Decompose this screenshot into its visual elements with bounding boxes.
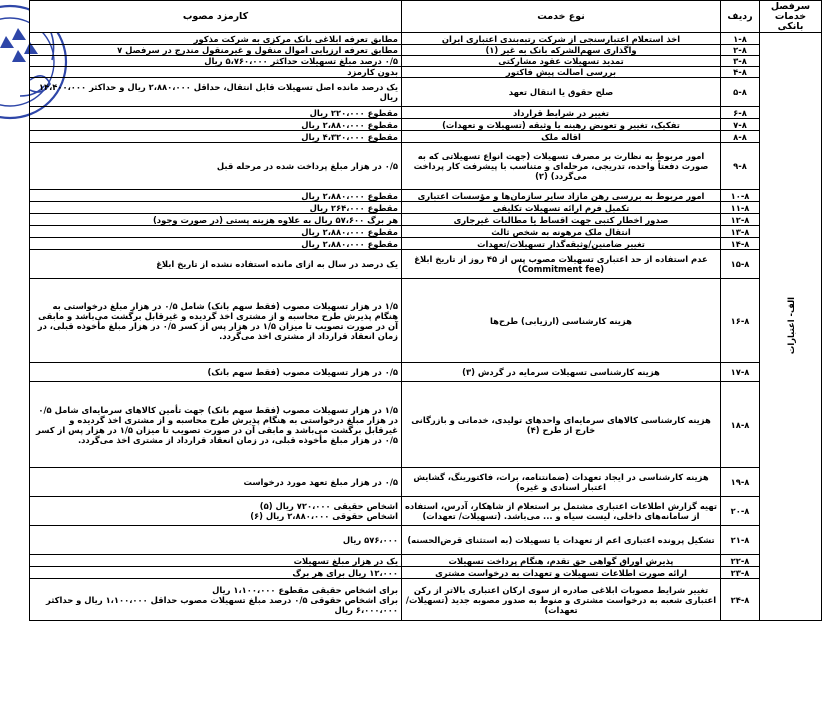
service-cell: صدور اخطار کتبی جهت اقساط یا مطالبات غیرجاری xyxy=(402,214,721,226)
table-row xyxy=(30,226,822,238)
service-cell: هزینه کارشناسی در ایجاد تعهدات (ضمانتنامه، برات، فاکتورینگ، گشایش اعتبار اسنادی و غیره) xyxy=(402,468,721,497)
service-cell: بررسی اصالت پیش فاکتور xyxy=(402,67,721,78)
row-code: ۱۰-۸ xyxy=(721,190,760,202)
category-label: الف- اعتبارات xyxy=(785,296,796,355)
row-code: ۲۱-۸ xyxy=(721,526,760,555)
fee-cell: ۰/۵ درصد مبلغ تسهیلات حداکثر ۵،۷۶۰،۰۰۰ ریال xyxy=(30,56,402,67)
service-cell: تغییر ضامنین/وثیقه‌گذار تسهیلات/تعهدات xyxy=(402,238,721,250)
fee-cell: یک در هزار مبلغ تسهیلات xyxy=(30,555,402,567)
table-row xyxy=(30,56,822,67)
fee-cell: ۰/۵ در هزار تسهیلات مصوب (فقط سهم بانک) xyxy=(30,363,402,382)
row-code: ۱۴-۸ xyxy=(721,238,760,250)
row-code: ۱۶-۸ xyxy=(721,279,760,363)
fee-cell: مقطوع ۲۲۰،۰۰۰ ریال xyxy=(30,107,402,119)
fee-line: برای اشخاص حقیقی مقطوع ۱،۱۰۰،۰۰۰ ریال xyxy=(212,584,398,595)
row-code: ۳-۸ xyxy=(721,56,760,67)
table-row xyxy=(30,131,822,143)
table-row xyxy=(30,279,822,363)
table-row xyxy=(30,143,822,190)
row-code: ۱۹-۸ xyxy=(721,468,760,497)
table-row xyxy=(30,238,822,250)
row-code: ۱۲-۸ xyxy=(721,214,760,226)
header-approved-fee: کارمزد مصوب xyxy=(30,1,402,33)
table-row xyxy=(30,382,822,468)
table-row xyxy=(30,526,822,555)
row-code: ۲۴-۸ xyxy=(721,579,760,621)
fee-cell: مطابق تعرفه ابلاغی بانک مرکزی به شرکت مذکور xyxy=(30,33,402,45)
service-cell: اقاله ملک xyxy=(402,131,721,143)
fee-cell: مقطوع ۴،۳۲۰،۰۰۰ ریال xyxy=(30,131,402,143)
fee-cell: ۱۲،۰۰۰ ریال برای هر برگ xyxy=(30,567,402,579)
header-service-type: نوع خدمت xyxy=(402,1,721,33)
table-row xyxy=(30,214,822,226)
row-code: ۱-۸ xyxy=(721,33,760,45)
row-code: ۱۸-۸ xyxy=(721,382,760,468)
table-body xyxy=(30,33,822,621)
fee-line: برای اشخاص حقوقی ۰/۵ درصد مبلغ تسهیلات مصوب حداقل ۱،۱۰۰،۰۰۰ ریال و حداکثر ۶،۰۰۰،۰۰۰ ریال xyxy=(45,594,398,615)
row-code: ۸-۸ xyxy=(721,131,760,143)
header-row-number: ردیف xyxy=(721,1,760,33)
fee-cell: ۵۷۶،۰۰۰ ریال xyxy=(30,526,402,555)
fee-cell xyxy=(30,497,402,526)
service-cell: ارائه صورت اطلاعات تسهیلات و تعهدات به درخواست مشتری xyxy=(402,567,721,579)
service-cell: صلح حقوق یا انتقال تعهد xyxy=(402,78,721,107)
table-row xyxy=(30,497,822,526)
row-code: ۱۱-۸ xyxy=(721,202,760,214)
service-cell: هزینه کارشناسی تسهیلات سرمایه در گردش (۳) xyxy=(402,363,721,382)
table-row xyxy=(30,202,822,214)
table-row xyxy=(30,190,822,202)
service-cell: تغییر در شرایط قرارداد xyxy=(402,107,721,119)
table-row xyxy=(30,78,822,107)
row-code: ۱۷-۸ xyxy=(721,363,760,382)
service-cell: هزینه کارشناسی (ارزیابی) طرح‌ها xyxy=(402,279,721,363)
fee-cell: ۰/۵ در هزار مبلغ پرداخت شده در مرحله قبل xyxy=(30,143,402,190)
fee-table xyxy=(29,0,822,621)
table-header-row xyxy=(30,1,822,33)
service-cell: تکمیل فرم ارائه تسهیلات تکلیفی xyxy=(402,202,721,214)
table-row xyxy=(30,107,822,119)
row-code: ۲۰-۸ xyxy=(721,497,760,526)
service-cell: امور مربوط به نظارت بر مصرف تسهیلات (جهت انواع تسهیلاتی که به صورت دفعتاً واحده، تدریجی، مرحله‌ای و متناسب با پیشرفت کار پرداخت می‌گردد) (۲) xyxy=(402,143,721,190)
service-cell: پذیرش اوراق گواهی حق تقدم، هنگام پرداخت تسهیلات xyxy=(402,555,721,567)
service-cell: تهیه گزارش اطلاعات اعتباری مشتمل بر استعلام از شاهکار، آدرس، استفاده از سامانه‌های داخلی، لیست سیاه و ... می‌باشد. (تسهیلات/ تعهدات) xyxy=(402,497,721,526)
fee-cell: ۱/۵ در هزار تسهیلات مصوب (فقط سهم بانک) شامل ۰/۵ در هزار مبلغ درخواستی به هنگام پذیرش طرح محاسبه و از مشتری اخذ گردیده و غیرقابل برگشت می‌باشد و مابقی آن در صورت تصویب تا میزان ۱/۵ در هزار پس از کسر ۰/۵ در هزار مبلغ مأخوذه قبلی، در زمان انعقاد قرارداد از مشتری اخذ می‌گردد. xyxy=(30,279,402,363)
row-code: ۷-۸ xyxy=(721,119,760,131)
service-cell: تمدید تسهیلات عقود مشارکتی xyxy=(402,56,721,67)
fee-cell: مقطوع ۲،۸۸۰،۰۰۰ ریال xyxy=(30,190,402,202)
table-row xyxy=(30,67,822,78)
fee-cell: مقطوع ۲،۸۸۰،۰۰۰ ریال xyxy=(30,238,402,250)
service-cell: عدم استفاده از حد اعتباری تسهیلات مصوب پس از ۴۵ روز از تاریخ ابلاغ (Commitment fee) xyxy=(402,250,721,279)
row-code: ۵-۸ xyxy=(721,78,760,107)
fee-line: اشخاص حقیقی ۷۲۰،۰۰۰ ریال (۵) xyxy=(259,501,398,511)
table-row xyxy=(30,119,822,131)
table-row xyxy=(30,33,822,45)
row-code: ۲۳-۸ xyxy=(721,567,760,579)
row-code: ۹-۸ xyxy=(721,143,760,190)
service-cell: هزینه کارشناسی کالاهای سرمایه‌ای واحدهای تولیدی، خدماتی و بازرگانی خارج از طرح (۴) xyxy=(402,382,721,468)
header-category: سرفصل خدمات بانکی xyxy=(760,1,822,33)
table-row xyxy=(30,45,822,56)
fee-line: اشخاص حقوقی ۲،۸۸۰،۰۰۰ ریال (۶) xyxy=(250,511,398,521)
fee-cell: ۰/۵ در هزار مبلغ تعهد مورد درخواست xyxy=(30,468,402,497)
fee-cell: مطابق تعرفه ارزیابی اموال منقول و غیرمنقول مندرج در سرفصل ۷ xyxy=(30,45,402,56)
table-row xyxy=(30,579,822,621)
fee-cell: مقطوع ۲،۸۸۰،۰۰۰ ریال xyxy=(30,119,402,131)
fee-cell xyxy=(30,579,402,621)
service-cell: تشکیل پرونده اعتباری اعم از تعهدات یا تسهیلات (به استثنای قرض‌الحسنه) xyxy=(402,526,721,555)
table-row xyxy=(30,250,822,279)
table-row xyxy=(30,567,822,579)
fee-cell: یک درصد مانده اصل تسهیلات قابل انتقال، حداقل ۲،۸۸۰،۰۰۰ ریال و حداکثر ۱۴،۴۰۰،۰۰۰ ریال xyxy=(30,78,402,107)
row-code: ۲۲-۸ xyxy=(721,555,760,567)
row-code: ۱۵-۸ xyxy=(721,250,760,279)
service-cell: تغییر شرایط مصوبات ابلاغی صادره از سوی ارکان اعتباری بالاتر از رکن اعتباری شعبه به درخواست مشتری و منوط به صدور مصوبه جدید (تسهیلات/تعهدات) xyxy=(402,579,721,621)
row-code: ۱۳-۸ xyxy=(721,226,760,238)
table-row xyxy=(30,363,822,382)
row-code: ۲-۸ xyxy=(721,45,760,56)
table-row xyxy=(30,468,822,497)
row-code: ۶-۸ xyxy=(721,107,760,119)
service-cell: اخذ استعلام اعتبارسنجی از شرکت رتبه‌بندی اعتباری ایران xyxy=(402,33,721,45)
fee-cell: مقطوع ۲۶۴،۰۰۰ ریال xyxy=(30,202,402,214)
row-code: ۴-۸ xyxy=(721,67,760,78)
fee-cell: یک درصد در سال به ازای مانده استفاده نشده از تاریخ ابلاغ xyxy=(30,250,402,279)
service-cell: واگذاری سهم‌الشرکه بانک به غیر (۱) xyxy=(402,45,721,56)
service-cell: تفکیک، تغییر و تعویض رهینه یا وثیقه (تسهیلات و تعهدات) xyxy=(402,119,721,131)
fee-cell: ۱/۵ در هزار تسهیلات مصوب (فقط سهم بانک) جهت تأمین کالاهای سرمایه‌ای شامل ۰/۵ در هزار مبلغ درخواستی به هنگام پذیرش طرح محاسبه و از مشتری اخذ گردیده و غیرقابل برگشت می‌باشد و مابقی آن در صورت تصویب تا میزان ۱/۵ در هزار پس از کسر ۰/۵ در هزار مبلغ مأخوذه قبلی، در زمان انعقاد قرارداد از مشتری اخذ می‌گردد. xyxy=(30,382,402,468)
fee-cell: هر برگ ۵۷،۶۰۰ ریال به علاوه هزینه پستی (در صورت وجود) xyxy=(30,214,402,226)
service-cell: امور مربوط به بررسی رهن مازاد سایر سازمان‌ها و مؤسسات اعتباری xyxy=(402,190,721,202)
table-row xyxy=(30,555,822,567)
service-cell: انتقال ملک مرهونه به شخص ثالث xyxy=(402,226,721,238)
fee-cell: مقطوع ۲،۸۸۰،۰۰۰ ریال xyxy=(30,226,402,238)
fee-cell: بدون کارمزد xyxy=(30,67,402,78)
category-cell xyxy=(760,33,822,621)
